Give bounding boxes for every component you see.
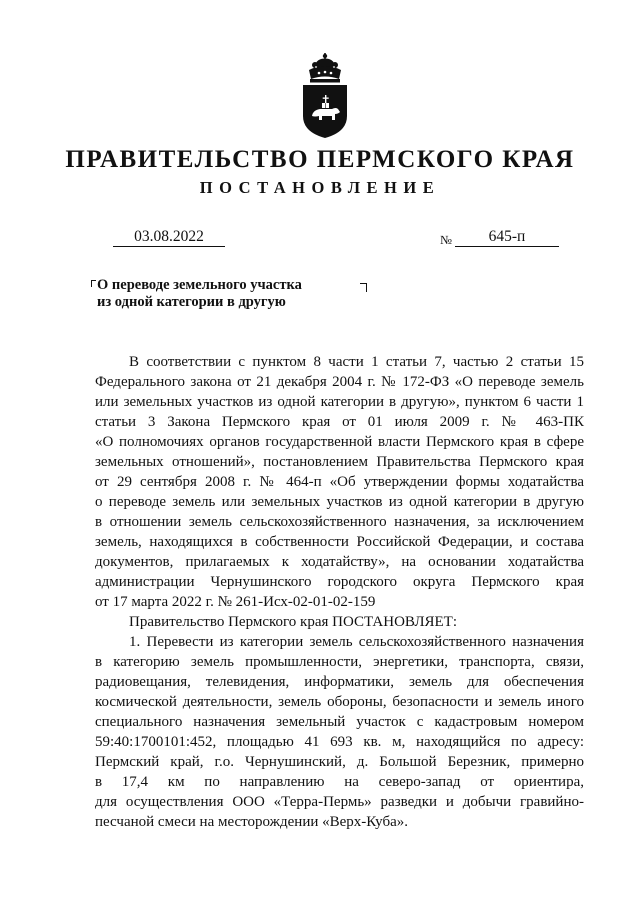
body-line: для осуществления ООО «Терра-Пермь» разведки и добычи гравийно- [95, 794, 584, 810]
body-line: Пермский край, г.о. Чернушинский, д. Большой Березник, примерно [95, 754, 584, 770]
subject-corner-left [91, 280, 96, 287]
body-line: в 17,4 км по направлению на северо-запад от ориентира, [95, 774, 584, 790]
body-line: или земельных участков из одной категории в другую», пунктом 6 части 1 [95, 394, 584, 410]
body-line: песчаной смеси на месторождении «Верх-Куба». [95, 814, 409, 830]
body-line: документов, прилагаемых к ходатайству», на основании ходатайства [95, 554, 584, 570]
body-line: 59:40:1700101:452, площадью 41 693 кв. м, находящийся по адресу: [95, 734, 584, 750]
document-body [95, 352, 584, 832]
subject-corner-right [360, 283, 367, 292]
body-line: в категорию земель промышленности, энергетики, транспорта, связи, [95, 654, 584, 670]
document-number: 645-п [455, 227, 559, 247]
body-line: администрации Чернушинского городского округа Пермского края [95, 574, 584, 590]
subject-line-1: О переводе земельного участка [97, 277, 302, 293]
body-line: о переводе земель или земельных участков из одной категории в другую [95, 494, 584, 510]
government-title: ПРАВИТЕЛЬСТВО ПЕРМСКОГО КРАЯ [65, 146, 575, 173]
coat-of-arms-emblem [298, 52, 352, 140]
body-line: от 17 марта 2022 г. № 261-Исх-02-01-02-159 [95, 594, 376, 610]
body-line: от 29 сентября 2008 г. № 464-п «Об утверждении формы ходатайства [95, 474, 584, 490]
body-line: в отношении земель сельскохозяйственного назначения, за исключением [95, 514, 584, 530]
body-line: статьи 3 Закона Пермского края от 01 июля 2009 г. № 463-ПК [95, 414, 584, 430]
body-line: радиовещания, телевидения, информатики, земель для обеспечения [95, 674, 584, 690]
document-type: ПОСТАНОВЛЕНИЕ [199, 178, 441, 197]
body-line: Федерального закона от 21 декабря 2004 г. № 172-ФЗ «О переводе земель [95, 374, 584, 390]
body-line: земельных отношений», постановлением Правительства Пермского края [95, 454, 584, 470]
subject-line-2: из одной категории в другую [97, 294, 286, 310]
body-line: «О полномочиях органов государственной власти Пермского края в сфере [95, 434, 584, 450]
body-line: В соответствии с пунктом 8 части 1 статьи 7, частью 2 статьи 15 [129, 354, 584, 370]
body-line-resolves: Правительство Пермского края ПОСТАНОВЛЯЕТ: [129, 614, 458, 630]
body-line: космической деятельности, земель обороны, безопасности и земель иного [95, 694, 584, 710]
number-sign: № [440, 233, 452, 247]
document-date: 03.08.2022 [113, 227, 225, 247]
body-line: специального назначения земельный участок с кадастровым номером [95, 714, 584, 730]
body-line: земель, находящихся в собственности Российской Федерации, и состава [95, 534, 584, 550]
body-line: 1. Перевести из категории земель сельскохозяйственного назначения [129, 634, 584, 650]
document-subject [97, 277, 302, 311]
